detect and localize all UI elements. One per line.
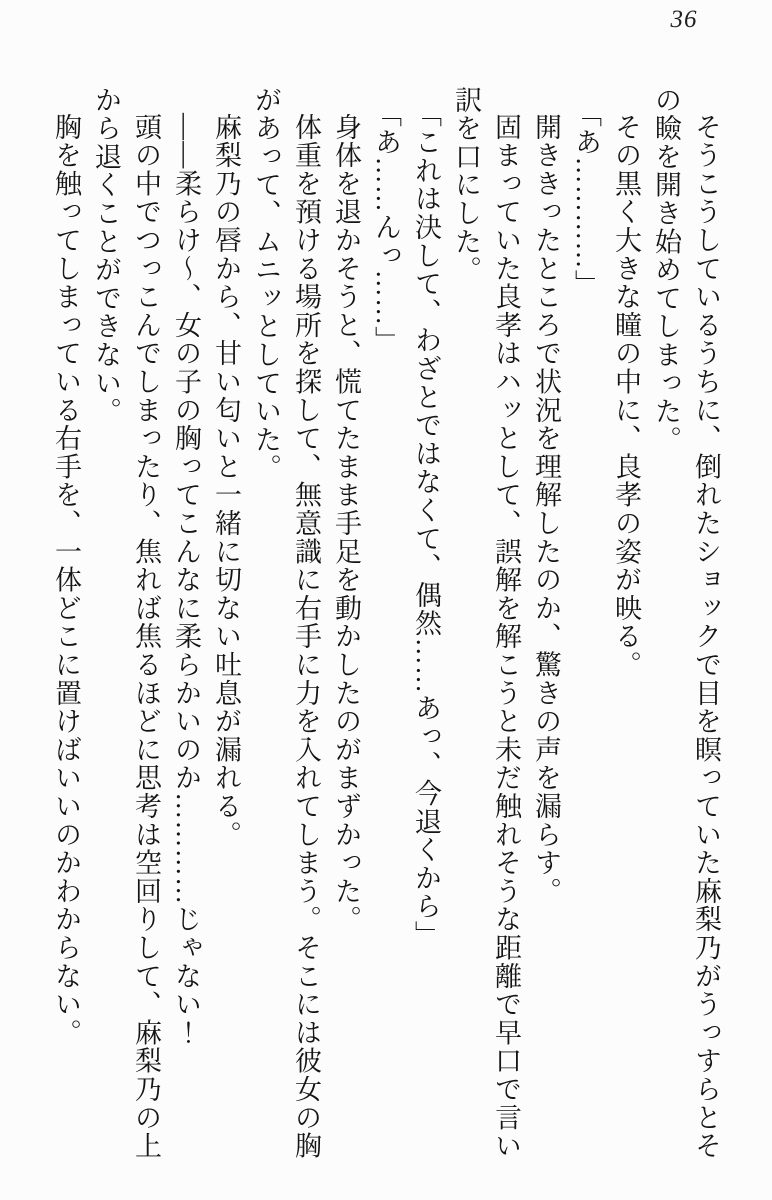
paragraph-dialogue: 「あ…………」 bbox=[571, 99, 601, 298]
page-number: 36 bbox=[670, 6, 698, 33]
paragraph: 胸を触ってしまっている右手を、一体どこに置けばいいのかわからない。 bbox=[51, 113, 81, 1047]
paragraph: 開ききったところで状況を理解したのか、驚きの声を漏らす。 bbox=[531, 113, 561, 906]
paragraph: そうこうしているうちに、倒れたショックで目を瞑っていた麻梨乃がうっすらとその瞼を開き始めてしまった。 bbox=[651, 86, 721, 1161]
vertical-text-block bbox=[44, 86, 726, 1166]
paragraph-dialogue: 「これは決して、わざとではなくて、偶然……あっ、今退くから」 bbox=[411, 99, 441, 949]
paragraph-dialogue: 「あ……んっ……」 bbox=[371, 99, 401, 355]
paragraph: その黒く大きな瞳の中に、良孝の姿が映る。 bbox=[611, 113, 641, 679]
paragraph: 頭の中でつっこんでしまったり、焦れば焦るほどに思考は空回りして、麻梨乃の上から退くことができない。 bbox=[91, 86, 161, 1161]
paragraph: 麻梨乃の唇から、甘い匂いと一緒に切ない吐息が漏れる。 bbox=[211, 113, 241, 849]
paragraph: 体重を預ける場所を探して、無意識に右手に力を入れてしまう。そこには彼女の胸があって、ムニッとしていた。 bbox=[251, 86, 321, 1161]
paragraph: 身体を退かそうと、慌てたまま手足を動かしたのがまずかった。 bbox=[331, 113, 361, 934]
paragraph-inner-thought: ――柔らけ〜、女の子の胸ってこんなに柔らかいのか…………じゃない！ bbox=[171, 113, 201, 1047]
paragraph: 固まっていた良孝はハッとして、誤解を解こうと未だ触れそうな距離で早口で言い訳を口にした。 bbox=[451, 86, 521, 1161]
